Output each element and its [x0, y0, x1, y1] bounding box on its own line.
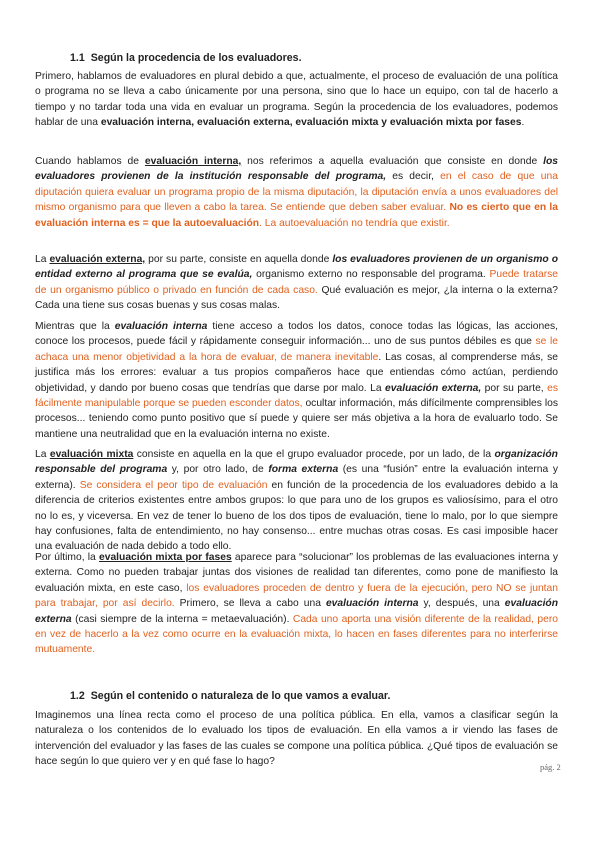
paragraph-mixed-evaluation: La evaluación mixta consiste en aquella en la que el grupo evaluador procede, por un lado, de la organización responsable del programa y, por otro lado, de forma externa (es una “fusión” entre la evaluación interna y externa). Se considera el peor tipo de evaluación en función de la procedencia de los evaluadores debido a la diferencia de criterios existentes entre ambos grupos: lo que para uno de los grupos es valiosísimo, para el otro no lo es, y viceversa. En vez de tener lo bueno de los dos tipos de evaluación, tiene lo malo, por lo que siempre hay confusiones, falta de entendimiento, no hay consenso... entre muchas otras cosas. Es casi imposible hacer una evaluación de nada debido a todo ello. [35, 449, 558, 553]
paragraph-intro: Primero, hablamos de evaluadores en plural debido a que, actualmente, el proceso de evaluación de una política o programa no se lleva a cabo únicamente por una persona, sino que lo hace un equipo, con tal de hacerlo a tiempo y no tardar toda una vida en evaluar un programa. Según la procedencia de los evaluadores, podemos hablar de una evaluación interna, evaluación externa, evaluación mixta y evaluación mixta por fases. [35, 71, 558, 129]
section-1-2-heading [70, 690, 390, 702]
page-number: pág. 2 [540, 762, 561, 772]
paragraph-content-nature: Imaginemos una línea recta como el proceso de una política pública. En ella, vamos a clasificar según la naturaleza o los contenidos de lo evaluado los tipos de evaluación. En ella vamos a ir viendo las fases de intervención del evaluador y las fases de las cuales se compone una política pública. ¿Qué tipos de evaluación se hace según lo que quiero ver y en qué fase lo hago? [35, 710, 558, 768]
section-number: 1.2 [70, 690, 85, 702]
section-title: Según el contenido o naturaleza de lo que vamos a evaluar. [90, 690, 391, 702]
paragraph-internal-evaluation: Cuando hablamos de evaluación interna, nos referimos a aquella evaluación que consiste en donde los evaluadores provienen de la institución responsable del programa, es decir, en el caso de que una diputación quiera evaluar un programa propio de la misma diputación, la diputación envía a unos evaluadores del mismo organismo para que lleven a cabo la tarea. Se entiende que deben saber evaluar. No es cierto que en la evaluación interna es = que la autoevaluación. La autoevaluación no tendría que existir. [35, 156, 558, 229]
section-title: Según la procedencia de los evaluadores. [90, 52, 302, 64]
section-1-1-heading [70, 52, 302, 64]
section-number: 1.1 [70, 52, 85, 64]
paragraph-phased-evaluation: Por último, la evaluación mixta por fases aparece para “solucionar” los problemas de las evaluaciones interna y externa. Como no pueden trabajar juntas dos visiones de realidad tan diferentes, como pone de manifiesto la evaluación mixta, en este caso, los evaluadores proceden de dentro y fuera de la ejecución, pero NO se juntan para trabajar, por así decirlo. Primero, se lleva a cabo una evaluación interna y, después, una evaluación externa (casi siempre de la interna = metaevaluación). Cada uno aporta una visión diferente de la realidad, pero en vez de hacerlo a la vez como ocurre en la evaluación mixta, lo hacen en fases diferentes para no interferirse mutuamente. [35, 552, 559, 656]
paragraph-comparison: Mientras que la evaluación interna tiene acceso a todos los datos, conoce todas las lógicas, las acciones, conoce los procesos, puede fácil y rápidamente conseguir información... uno de sus puntos débiles es que se le achaca una menor objetividad a la hora de evaluar, de manera inevitable. Las cosas, al comprenderse más, se justifica más los errores: evaluar a tus propios compañeros hace que entiendas cómo actúan, perdiendo objetividad, y dando por bueno cosas que tendrías que darse por malo. La evaluación externa, por su parte, es fácilmente manipulable porque se pueden esconder datos, ocultar información, más difícilmente comprensibles los procesos... teniendo como punto positivo que sí puede y quiere ser más objetiva a la hora de evaluarlo todo. Se mantiene una neutralidad que en la evaluación interna no existe. [35, 321, 558, 440]
paragraph-external-evaluation: La evaluación externa, por su parte, consiste en aquella donde los evaluadores provienen de un organismo o entidad externo al programa que se evalúa, organismo externo no responsable del programa. Puede tratarse de un organismo público o privado en función de cada caso. Qué evaluación es mejor, ¿la interna o la externa? Cada una tiene sus cosas buenas y sus cosas malas. [35, 254, 559, 312]
